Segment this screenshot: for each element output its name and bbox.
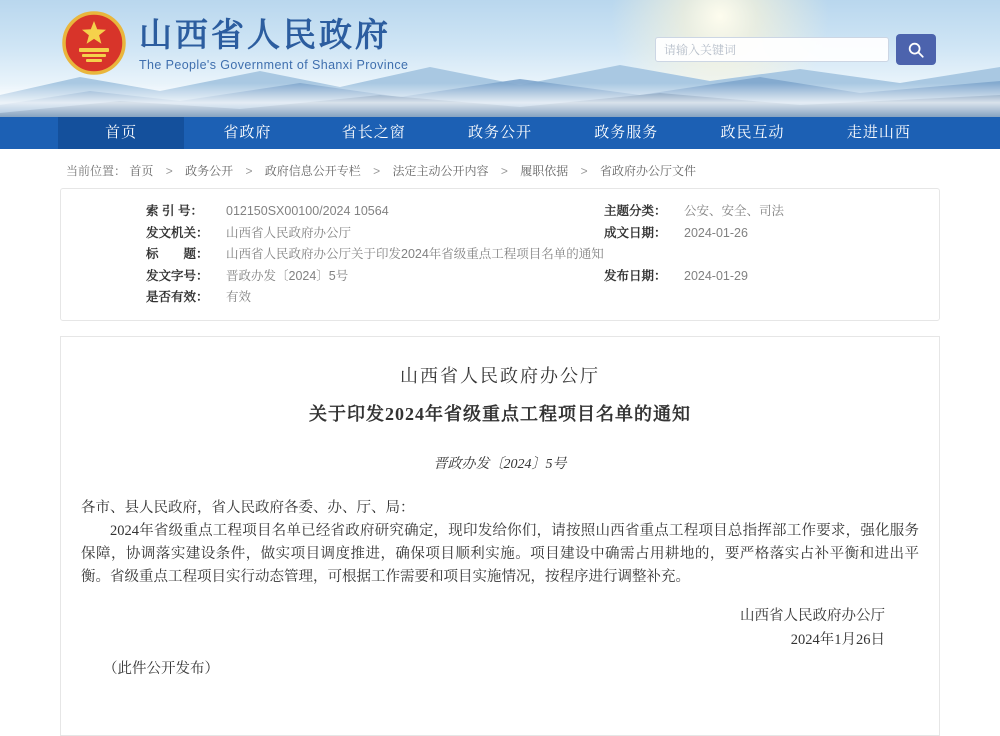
nav-item-public-interaction[interactable]: 政民互动 xyxy=(720,124,785,141)
document-meta-table xyxy=(60,188,940,321)
site-header xyxy=(0,0,1000,117)
meta-row-validity xyxy=(146,287,604,309)
meta-label: 主题分类： xyxy=(604,204,667,218)
signature-organization: 山西省人民政府办公厅 xyxy=(740,607,885,624)
chevron-separator-icon: > xyxy=(500,164,508,178)
chevron-separator-icon: > xyxy=(245,164,253,178)
document-title-line2: 关于印发2024年省级重点工程项目名单的通知 xyxy=(309,403,691,424)
nav-item-home[interactable]: 首页 xyxy=(58,117,184,149)
breadcrumb-disclosure[interactable]: 政务公开 xyxy=(185,164,234,178)
meta-row-title xyxy=(146,244,604,266)
meta-row-written-date xyxy=(604,223,929,245)
site-title: 山西省人民政府 xyxy=(139,15,391,53)
meta-value: 012150SX00100/2024 10564 xyxy=(226,204,389,218)
document-content xyxy=(60,336,940,736)
chevron-separator-icon: > xyxy=(580,164,588,178)
meta-left-column xyxy=(146,201,604,309)
search-icon xyxy=(907,41,925,59)
meta-row-issuing-agency xyxy=(146,223,604,245)
site-logo[interactable] xyxy=(62,11,408,75)
national-emblem-icon xyxy=(62,11,126,75)
search-button[interactable] xyxy=(896,34,936,65)
meta-label: 发布日期： xyxy=(604,268,667,283)
meta-label: 标 题： xyxy=(146,247,209,261)
meta-label: 索 引 号： xyxy=(146,204,203,218)
meta-right-column xyxy=(604,201,929,309)
search-input[interactable] xyxy=(655,37,889,62)
nav-item-about-shanxi[interactable]: 走进山西 xyxy=(846,124,911,141)
breadcrumb-home[interactable]: 首页 xyxy=(129,164,154,178)
meta-value: 山西省人民政府办公厅关于印发2024年省级重点工程项目名单的通知 xyxy=(226,247,604,261)
document-body xyxy=(81,497,919,589)
meta-value: 2024-01-26 xyxy=(684,225,748,240)
nav-item-provincial-gov[interactable]: 省政府 xyxy=(223,124,272,141)
chevron-separator-icon: > xyxy=(373,164,381,178)
meta-value: 有效 xyxy=(226,290,252,304)
main-nav xyxy=(0,117,1000,149)
breadcrumb-office-documents[interactable]: 省政府办公厅文件 xyxy=(599,164,696,178)
meta-value: 晋政办发〔2024〕5号 xyxy=(226,268,349,283)
meta-value: 2024-01-29 xyxy=(684,268,748,283)
meta-label: 成文日期： xyxy=(604,225,667,240)
breadcrumb xyxy=(66,162,940,179)
meta-value: 公安、安全、司法 xyxy=(684,204,785,218)
nav-item-gov-info-disclosure[interactable]: 政务公开 xyxy=(467,124,532,141)
nav-item-governor-window[interactable]: 省长之窗 xyxy=(341,124,406,141)
site-title-english: The People's Government of Shanxi Province xyxy=(139,57,409,72)
chevron-separator-icon: > xyxy=(165,164,173,178)
meta-label: 发文机关： xyxy=(146,225,209,240)
signature-date: 2024年1月26日 xyxy=(790,631,885,648)
breadcrumb-duty-basis[interactable]: 履职依据 xyxy=(520,164,569,178)
document-number: 晋政办发〔2024〕5号 xyxy=(433,456,567,472)
meta-row-topic-category xyxy=(604,201,929,223)
cloud-mist-overlay xyxy=(0,83,1000,117)
document-paragraph: 2024年省级重点工程项目名单已经省政府研究确定，现印发给你们，请按照山西省重点工程项目总指挥部工作要求，强化服务保障，协调落实建设条件，做实项目调度推进，确保项目顺利实施。项目建设中确需占用耕地的，要严格落实占补平衡和进出平衡。省级重点工程项目实行动态管理，可根据工作需要和项目实施情况，按程序进行调整补充。 xyxy=(81,522,919,585)
meta-row-index-number xyxy=(146,201,604,223)
document-title-line1: 山西省人民政府办公厅 xyxy=(400,365,600,386)
breadcrumb-info-column[interactable]: 政府信息公开专栏 xyxy=(264,164,361,178)
breadcrumb-prefix: 当前位置： xyxy=(66,164,127,178)
meta-label: 发文字号： xyxy=(146,268,209,283)
meta-value: 山西省人民政府办公厅 xyxy=(226,225,352,240)
spacer xyxy=(604,244,929,266)
breadcrumb-legal-content[interactable]: 法定主动公开内容 xyxy=(392,164,489,178)
site-title-block xyxy=(139,15,408,72)
nav-item-gov-services[interactable]: 政务服务 xyxy=(594,124,659,141)
public-release-note: （此件公开发布） xyxy=(103,660,219,677)
meta-label: 是否有效： xyxy=(146,290,209,304)
meta-row-document-number xyxy=(146,266,604,288)
document-signature xyxy=(81,604,919,652)
document-salutation: 各市、县人民政府，省人民政府各委、办、厅、局： xyxy=(81,499,415,516)
meta-row-publish-date xyxy=(604,266,929,288)
